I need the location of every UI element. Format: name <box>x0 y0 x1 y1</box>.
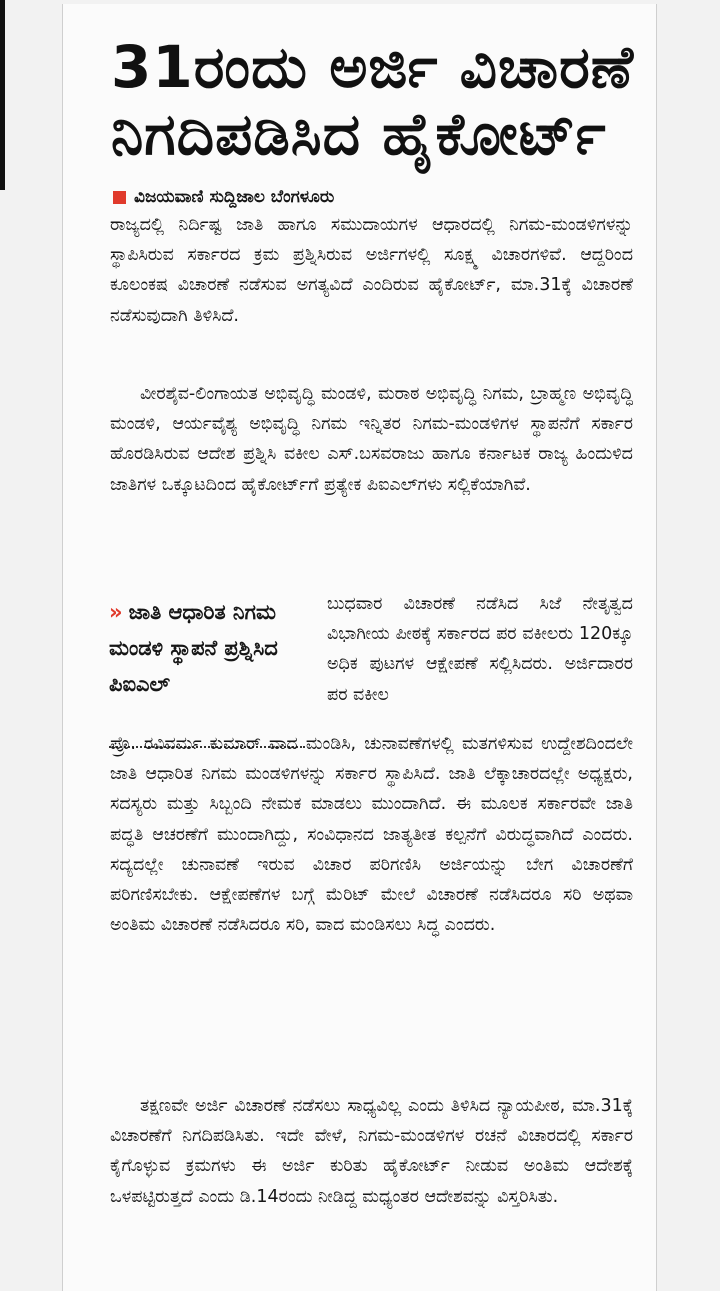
paragraph-5: ತಕ್ಷಣವೇ ಅರ್ಜಿ ವಿಚಾರಣೆ ನಡೆಸಲು ಸಾಧ್ಯವಿಲ್ಲ ಎಂದು ತಿಳಿಸಿದ ನ್ಯಾಯಪೀಠ, ಮಾ.31ಕ್ಕೆ ವಿಚಾರಣೆಗೆ ನಿಗದಿಪಡಿಸಿತು. ಇದೇ ವೇಳೆ, ನಿಗಮ-ಮಂಡಳಿಗಳ ರಚನೆ ವಿಚಾರದಲ್ಲಿ ಸರ್ಕಾರ ಕೈಗೊಳ್ಳುವ ಕ್ರಮಗಳು ಈ ಅರ್ಜಿ ಕುರಿತು ಹೈಕೋರ್ಟ್ ನೀಡುವ ಅಂತಿಮ ಆದೇಶಕ್ಕೆ ಒಳಪಟ್ಟಿರುತ್ತದೆ ಎಂದು ಡಿ.14ರಂದು ನೀಡಿದ್ದ ಮಧ್ಯಂತರ ಆದೇಶವನ್ನು ವಿಸ್ತರಿಸಿತು. <box>110 1096 633 1207</box>
pull-quote-text: ಜಾತಿ ಆಧಾರಿತ ನಿಗಮ ಮಂಡಳಿ ಸ್ಥಾಪನೆ ಪ್ರಶ್ನಿಸಿದ ಪಿಐಎಲ್ <box>109 600 278 696</box>
paragraph-2: ವೀರಶೈವ-ಲಿಂಗಾಯತ ಅಭಿವೃದ್ಧಿ ಮಂಡಳಿ, ಮರಾಠ ಅಭಿವೃದ್ಧಿ ನಿಗಮ, ಬ್ರಾಹ್ಮಣ ಅಭಿವೃದ್ಧಿ ಮಂಡಳಿ, ಆರ್ಯವೈಶ್ಯ ಅಭಿವೃದ್ಧಿ ನಿಗಮ ಇನ್ನಿತರ ನಿಗಮ-ಮಂಡಳಿಗಳ ಸ್ಥಾಪನೆಗೆ ಸರ್ಕಾರ ಹೊರಡಿಸಿರುವ ಆದೇಶ ಪ್ರಶ್ನಿಸಿ ವಕೀಲ ಎಸ್.ಬಸವರಾಜು ಹಾಗೂ ಕರ್ನಾಟಕ ರಾಜ್ಯ ಹಿಂದುಳಿದ ಜಾತಿಗಳ ಒಕ್ಕೂಟದಿಂದ ಹೈಕೋರ್ಟ್‌ಗೆ ಪ್ರತ್ಯೇಕ ಪಿಐಎಲ್‌ಗಳು ಸಲ್ಲಿಕೆಯಾಗಿವೆ. <box>110 384 633 495</box>
newspaper-clipping <box>62 4 657 1291</box>
chevron-right-icon: » <box>109 600 123 624</box>
red-square-icon <box>113 191 126 204</box>
paragraph-1: ರಾಜ್ಯದಲ್ಲಿ ನಿರ್ದಿಷ್ಟ ಜಾತಿ ಹಾಗೂ ಸಮುದಾಯಗಳ ಆಧಾರದಲ್ಲಿ ನಿಗಮ-ಮಂಡಳಿಗಳನ್ನು ಸ್ಥಾಪಿಸಿರುವ ಸರ್ಕಾರದ ಕ್ರಮ ಪ್ರಶ್ನಿಸಿರುವ ಅರ್ಜಿಗಳಲ್ಲಿ ಸೂಕ್ಷ್ಮ ವಿಚಾರಗಳಿವೆ. ಆದ್ದರಿಂದ ಕೂಲಂಕಷ ವಿಚಾರಣೆ ನಡೆಸುವ ಅಗತ್ಯವಿದೆ ಎಂದಿರುವ ಹೈಕೋರ್ಟ್, ಮಾ.31ಕ್ಕೆ ವಿಚಾರಣೆ ನಡೆಸುವುದಾಗಿ ತಿಳಿಸಿದೆ. <box>110 215 633 326</box>
headline-line-1: 31ರಂದು ಅರ್ಜಿ ವಿಚಾರಣೆ <box>111 33 635 101</box>
pull-quote <box>109 594 319 742</box>
paragraph-4: ಪ್ರೊ. ರವಿವರ್ಮ ಕುಮಾರ್ ವಾದ ಮಂಡಿಸಿ, ಚುನಾವಣೆಗಳಲ್ಲಿ ಮತಗಳಿಸುವ ಉದ್ದೇಶದಿಂದಲೇ ಜಾತಿ ಆಧಾರಿತ ನಿಗಮ ಮಂಡಳಿಗಳನ್ನು ಸರ್ಕಾರ ಸ್ಥಾಪಿಸಿದೆ. ಜಾತಿ ಲೆಕ್ಕಾಚಾರದಲ್ಲೇ ಅಧ್ಯಕ್ಷರು, ಸದಸ್ಯರು ಮತ್ತು ಸಿಬ್ಬಂದಿ ನೇಮಕ ಮಾಡಲು ಮುಂದಾಗಿದೆ. ಈ ಮೂಲಕ ಸರ್ಕಾರವೇ ಜಾತಿ ಪದ್ಧತಿ ಆಚರಣೆಗೆ ಮುಂದಾಗಿದ್ದು, ಸಂವಿಧಾನದ ಜಾತ್ಯತೀತ ಕಲ್ಪನೆಗೆ ವಿರುದ್ಧವಾಗಿದೆ ಎಂದರು. ಸದ್ಯದಲ್ಲೇ ಚುನಾವಣೆ ಇರುವ ವಿಚಾರ ಪರಿಗಣಿಸಿ ಅರ್ಜಿಯನ್ನು ಬೇಗ ವಿಚಾರಣೆಗೆ ಪರಿಗಣಿಸಬೇಕು. ಆಕ್ಷೇಪಣೆಗಳ ಬಗ್ಗೆ ಮೆರಿಟ್ ಮೇಲೆ ವಿಚಾರಣೆ ನಡೆಸಿದರೂ ಸರಿ ಅಥವಾ ಅಂತಿಮ ವಿಚಾರಣೆ ನಡೆಸಿದರೂ ಸರಿ, ವಾದ ಮಂಡಿಸಲು ಸಿದ್ಧ ಎಂದರು. <box>110 734 633 936</box>
headline <box>111 34 651 168</box>
byline-text: ವಿಜಯವಾಣಿ ಸುದ್ದಿಜಾಲ ಬೆಂಗಳೂರು <box>134 187 335 207</box>
byline <box>113 185 334 209</box>
paragraph-3: ಬುಧವಾರ ವಿಚಾರಣೆ ನಡೆಸಿದ ಸಿಜೆ ನೇತೃತ್ವದ ವಿಭಾಗೀಯ ಪೀಠಕ್ಕೆ ಸರ್ಕಾರದ ಪರ ವಕೀಲರು 120ಕ್ಕೂ ಅಧಿಕ ಪುಟಗಳ ಆಕ್ಷೇಪಣೆ ಸಲ್ಲಿಸಿದರು. ಅರ್ಜಿದಾರರ ಪರ ವಕೀಲ <box>327 594 633 705</box>
left-edge-bar <box>0 0 5 190</box>
headline-line-2: ನಿಗದಿಪಡಿಸಿದ ಹೈಕೋರ್ಟ್ <box>111 100 607 168</box>
